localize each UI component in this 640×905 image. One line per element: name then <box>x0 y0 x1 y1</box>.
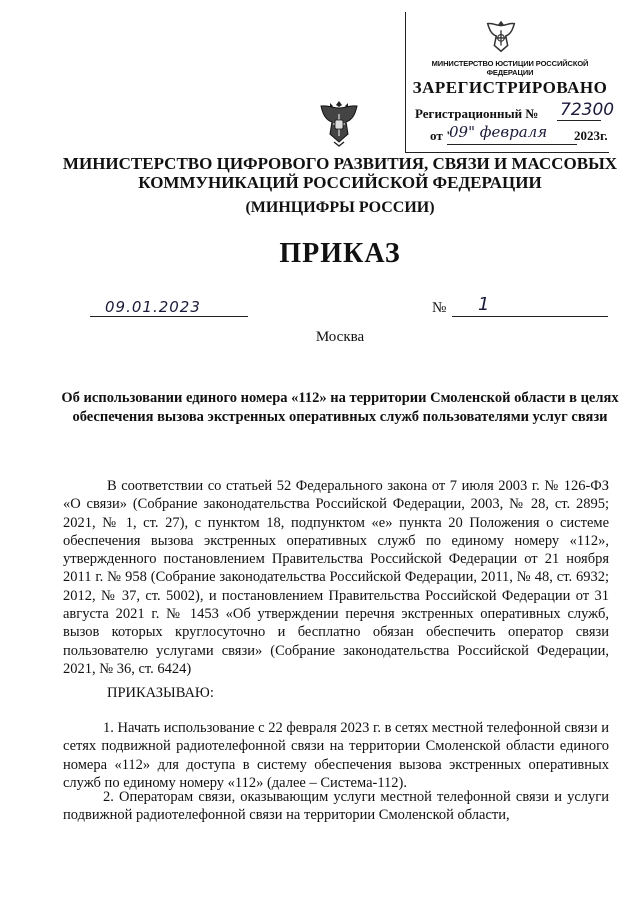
order-item-2: 2. Операторам связи, оказывающим услуги местной телефонной связи и услуги подвижной радиотелефонной связи на территории Смоленской области, <box>63 789 609 824</box>
stamp-registration-number-label: Регистрационный № <box>415 106 539 121</box>
order-item-1: 1. Начать использование с 22 февраля 2023 г. в сетях местной телефонной связи и сетях подвижной радиотелефонной связи на территории Смоленской области единого номера «112» для доступа в систему обеспечения вызова экстренных оперативных служб по единому номеру «112» (далее – Система-112). <box>63 720 609 791</box>
order-subject: Об использовании единого номера «112» на территории Смоленской области в целях обеспечения вызова экстренных оперативных служб пользователями услуг связи <box>61 390 619 425</box>
coat-of-arms-icon <box>316 98 362 148</box>
order-number-underline <box>452 316 608 317</box>
order-date-underline <box>90 316 248 317</box>
order-date: 09.01.2023 <box>105 298 201 316</box>
stamp-date-underline <box>447 144 577 145</box>
order-city: Москва <box>315 329 365 345</box>
preamble-paragraph: В соответствии со статьей 52 Федерального закона от 7 июля 2003 г. № 126-ФЗ «О связи» (Собрание законодательства Российской Федерации, 2003, № 28, ст. 2895; 2021, № 1, ст. 27), с пунктом 18, подпунктом «е» пункта 20 Положения о системе обеспечения вызова экстренных оперативных служб по единому номеру «112», утвержденного постановлением Правительства Российской Федерации от 21 ноября 2011 г. № 958 (Собрание законодательства Российской Федерации, 2011, № 48, ст. 6932; 2012, № 37, ст. 5002), и постановлением Правительства Российской Федерации от 31 августа 2021 г. № 1453 «Об утверждении перечня экстренных оперативных служб, вызов которых круглосуточно и бесплатно обязан обеспечить оператор связи пользователю услугами связи» (Собрание законодательства Российской Федерации, 2021, № 36, ст. 6424) <box>63 478 609 677</box>
stamp-registration-number: 72300 <box>560 100 615 120</box>
ministry-short-name: (МИНЦИФРЫ РОССИИ) <box>245 199 435 216</box>
stamp-date-year: 2023г. <box>574 128 608 143</box>
stamp-eagle-emblem-icon <box>482 16 520 56</box>
ministry-full-name: МИНИСТЕРСТВО ЦИФРОВОГО РАЗВИТИЯ, СВЯЗИ И МАССОВЫХ КОММУНИКАЦИЙ РОССИЙСКОЙ ФЕДЕРАЦИИ <box>62 154 618 192</box>
stamp-ministry-name: МИНИСТЕРСТВО ЮСТИЦИИ РОССИЙСКОЙ ФЕДЕРАЦИИ <box>431 59 589 77</box>
stamp-registered-label: ЗАРЕГИСТРИРОВАНО <box>412 78 608 97</box>
document-type-title: ПРИКАЗ <box>279 238 401 269</box>
stamp-registration-date: 09" февраля <box>449 123 548 141</box>
order-number-label: № <box>432 300 447 316</box>
stamp-date-prefix: от " <box>430 128 454 143</box>
order-directive-word: ПРИКАЗЫВАЮ: <box>107 685 214 701</box>
stamp-regno-underline <box>557 120 601 121</box>
order-number: 1 <box>478 294 490 315</box>
